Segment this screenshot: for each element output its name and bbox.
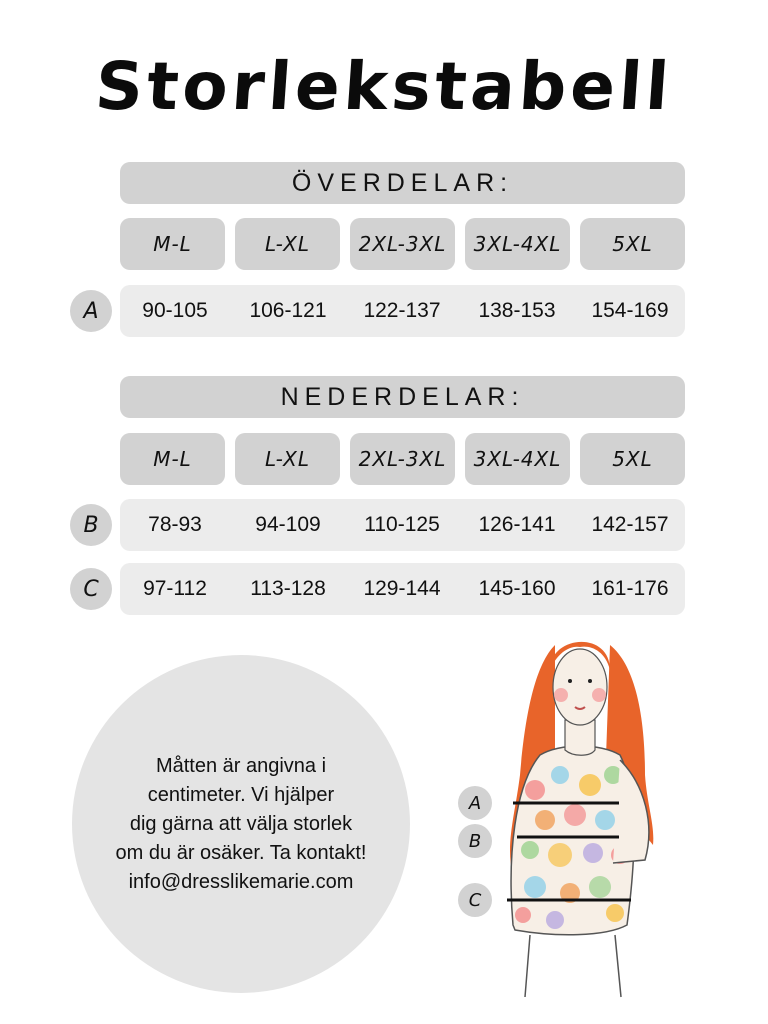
- eye-right: [588, 679, 592, 683]
- info-line: centimeter. Vi hjälper: [147, 783, 335, 806]
- table-cell: 142-157: [591, 513, 669, 536]
- measure-b-badge: B: [70, 504, 112, 546]
- table-cell: 106-121: [249, 299, 327, 322]
- bottoms-size-m-l: M-L: [120, 433, 225, 485]
- tops-heading: ÖVERDELAR:: [120, 162, 685, 204]
- bottoms-size-5xl: 5XL: [580, 433, 685, 485]
- info-text: [96, 752, 386, 897]
- table-cell: 110-125: [364, 513, 440, 536]
- table-cell: 122-137: [363, 299, 441, 322]
- tops-size-2xl-3xl: 2XL-3XL: [350, 218, 455, 270]
- table-cell: 161-176: [591, 577, 669, 600]
- bottoms-size-2xl-3xl: 2XL-3XL: [350, 433, 455, 485]
- figure-marker-a: A: [458, 786, 492, 820]
- table-cell: 154-169: [591, 299, 669, 322]
- woman-illustration: [495, 625, 675, 1000]
- bottoms-size-l-xl: L-XL: [235, 433, 340, 485]
- cheek-right: [592, 688, 606, 702]
- tops-size-5xl: 5XL: [580, 218, 685, 270]
- bottoms-size-3xl-4xl: 3XL-4XL: [465, 433, 570, 485]
- table-cell: 113-128: [250, 577, 326, 600]
- info-line: om du är osäker. Ta kontakt!: [115, 841, 367, 864]
- page-title: Storlekstabell: [92, 48, 676, 125]
- face: [553, 649, 607, 725]
- cheek-left: [554, 688, 568, 702]
- bottoms-row-b: [120, 499, 685, 551]
- table-cell: 138-153: [478, 299, 556, 322]
- info-line: Måtten är angivna i: [155, 754, 327, 777]
- bottoms-row-c: [120, 563, 685, 615]
- figure-marker-c: C: [458, 883, 492, 917]
- tops-row-a: [120, 285, 685, 337]
- measure-c-badge: C: [70, 568, 112, 610]
- eye-left: [568, 679, 572, 683]
- legs: [525, 935, 621, 997]
- tops-size-m-l: M-L: [120, 218, 225, 270]
- contact-email: info@dresslikemarie.com: [128, 870, 354, 893]
- table-cell: 126-141: [478, 513, 556, 536]
- table-cell: 94-109: [255, 513, 321, 536]
- table-cell: 129-144: [363, 577, 441, 600]
- table-cell: 145-160: [478, 577, 556, 600]
- bottoms-heading: NEDERDELAR:: [120, 376, 685, 418]
- info-circle: [72, 655, 410, 993]
- info-line: dig gärna att välja storlek: [129, 812, 353, 835]
- table-cell: 97-112: [143, 577, 207, 600]
- table-cell: 90-105: [142, 299, 208, 322]
- tops-size-l-xl: L-XL: [235, 218, 340, 270]
- figure-marker-b: B: [458, 824, 492, 858]
- measure-a-badge: A: [70, 290, 112, 332]
- tops-size-3xl-4xl: 3XL-4XL: [465, 218, 570, 270]
- table-cell: 78-93: [148, 513, 202, 536]
